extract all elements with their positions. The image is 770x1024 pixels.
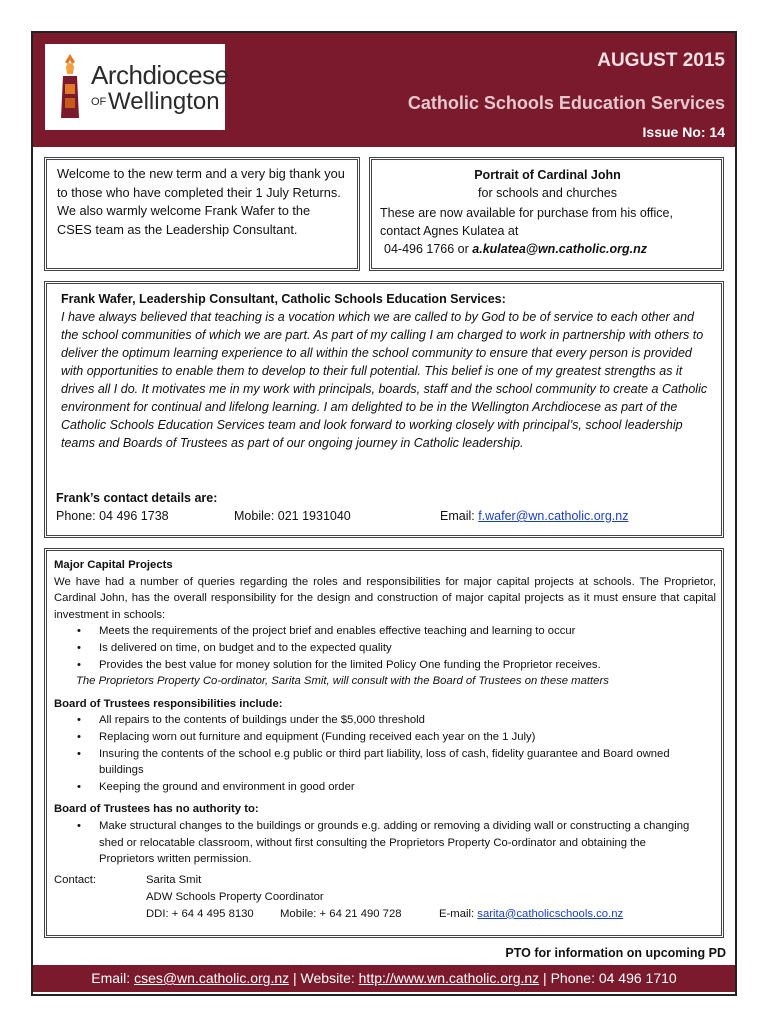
welcome-paragraph: Welcome to the new term and a very big thank you to those who have completed their 1 July Returns. We also warmly welcome Frank Wafer to the CSES team as the Leadership Consultant. [57, 166, 345, 237]
contact-mobile: Mobile: + 64 21 490 728 [280, 907, 402, 920]
logo-text-of: OF [91, 96, 107, 108]
capital-heading: Major Capital Projects [54, 559, 173, 571]
capital-intro: We have had a number of queries regarding the roles and responsibilities for major capital projects at schools. The Proprietor, Cardinal John, has the overall responsibility for the design and construction of major capital projects as it must ensure that capital investment in schools: [54, 575, 716, 621]
footer-email-link[interactable]: cses@wn.catholic.org.nz [134, 970, 290, 986]
list-item: • Replacing worn out furniture and equipment (Funding received each year on the 1 July) [99, 729, 716, 746]
frank-email [440, 507, 628, 525]
capital-note: The Proprietors Property Co-ordinator, Sarita Smit, will consult with the Board of Trustees on these matters [76, 675, 609, 688]
contact-email-link[interactable]: sarita@catholicschools.co.nz [477, 907, 624, 920]
portrait-body: These are now available for purchase from his office, contact Agnes Kulatea at [380, 206, 673, 238]
portrait-subtitle: for schools and churches [478, 186, 617, 200]
board-responsibilities-list [54, 712, 716, 795]
footer-contact-line [33, 970, 735, 986]
footer-email-label: Email: [91, 970, 135, 986]
contact-name: Sarita Smit [146, 873, 202, 886]
bishop-figure-icon [59, 54, 81, 120]
portrait-content [380, 166, 715, 258]
pto-notice: PTO for information on upcoming PD [505, 946, 726, 960]
newsletter-title: Catholic Schools Education Services [407, 93, 725, 113]
frank-phone: Phone: 04 496 1738 [56, 509, 169, 523]
footer-website-link[interactable]: http://www.wn.catholic.org.nz [358, 970, 540, 986]
contact-ddi: DDI: + 64 4 495 8130 [146, 907, 254, 920]
list-item: • Make structural changes to the buildings or grounds e.g. adding or removing a dividing wall or constructing a changing shed or relocatable classroom, without first consulting the Proprietors Property Co-ordinator and obtaining the Proprietors written permission. [99, 818, 716, 868]
frank-mobile: Mobile: 021 1931040 [234, 509, 351, 523]
list-item: • All repairs to the contents of buildings under the $5,000 threshold [99, 712, 716, 729]
list-item: • Meets the requirements of the project brief and enables effective teaching and learning to occur [99, 623, 716, 640]
board-no-authority-list [54, 818, 716, 868]
contact-email-label: E-mail: [439, 907, 478, 920]
footer-separator-website: | Website: [289, 970, 359, 986]
footer-banner [33, 965, 735, 992]
welcome-text [57, 165, 345, 239]
board-responsibilities-heading: Board of Trustees responsibilities include: [54, 697, 283, 710]
contact-email [439, 906, 623, 923]
list-item: • Provides the best value for money solution for the limited Policy One funding the Proprietor receives. [99, 657, 716, 674]
portrait-phone: 04-496 1766 or [384, 242, 473, 256]
issue-number: Issue No: 14 [642, 124, 725, 140]
capital-bullet-list [54, 623, 716, 673]
property-contact [54, 872, 716, 924]
frank-email-link[interactable]: f.wafer@wn.catholic.org.nz [478, 509, 629, 523]
frank-contact-row [56, 507, 716, 525]
frank-contact [56, 489, 716, 525]
logo-text-archdiocese: Archdiocese [91, 60, 229, 90]
board-no-authority-heading: Board of Trustees has no authority to: [54, 803, 259, 816]
frank-heading: Frank Wafer, Leadership Consultant, Catholic Schools Education Services: [61, 292, 506, 306]
newsletter-date: AUGUST 2015 [597, 50, 725, 71]
list-item: • Keeping the ground and environment in good order [99, 779, 716, 796]
footer-phone: | Phone: 04 496 1710 [539, 970, 677, 986]
contact-label: Contact: [54, 873, 97, 886]
portrait-email-link[interactable]: a.kulatea@wn.catholic.org.nz [472, 242, 647, 256]
frank-wafer-content [61, 290, 711, 452]
frank-contact-heading: Frank’s contact details are: [56, 491, 218, 505]
portrait-title: Portrait of Cardinal John [474, 168, 621, 182]
archdiocese-logo [45, 44, 229, 130]
capital-projects-content [54, 557, 716, 924]
portrait-contact [380, 240, 715, 258]
logo-text-wellington: Wellington [108, 88, 220, 115]
list-item: • Insuring the contents of the school e.g public or third part liability, loss of cash, fidelity guarantee and Board owned buildings [99, 746, 716, 779]
list-item: • Is delivered on time, on budget and to the expected quality [99, 640, 716, 657]
frank-statement: I have always believed that teaching is a vocation which we are called to by God to be of service to each other and the school communities of which we are part. As part of my calling I am charged to work in partnership with others to deliver the optimum learning experience to all within the school community to ensure that every person is provided with opportunities to enable them to develop to their full potential. This belief is one of my greatest strengths as it drives all I do. It motivates me in my work with principals, boards, staff and the school community to create a Catholic environment for continual and lifelong learning. I am delighted to be in the Wellington Archdiocese as part of the Catholic Schools Education Services team and look forward to working closely with principal’s, school leadership teams and Boards of Trustees as part of our ongoing journey in Catholic leadership. [61, 310, 708, 450]
contact-role: ADW Schools Property Coordinator [146, 890, 324, 903]
frank-email-label: Email: [440, 509, 479, 523]
